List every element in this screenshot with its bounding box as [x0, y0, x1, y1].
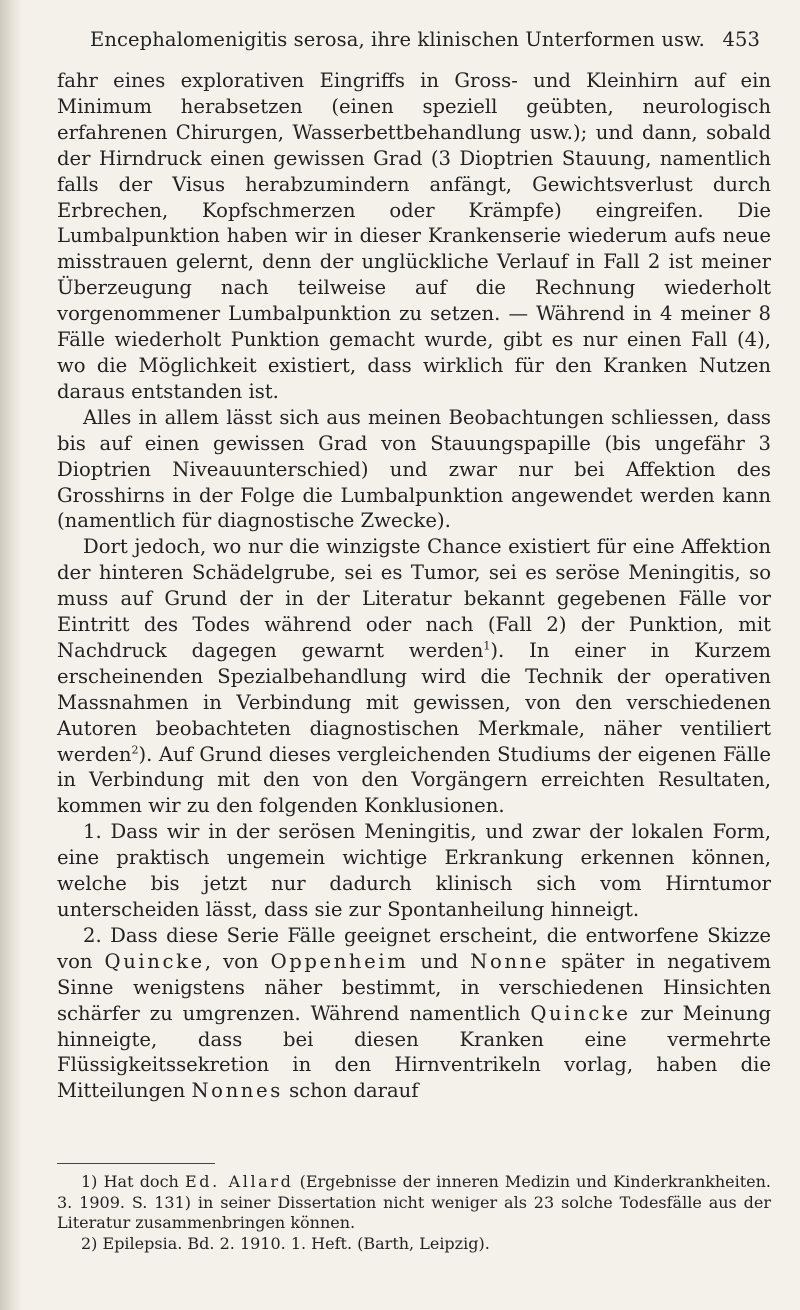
author-name-nonne: Nonne [470, 949, 550, 973]
page-gutter-shadow [0, 0, 22, 1310]
footnote-1-author: Ed. Allard [185, 1172, 294, 1191]
page-number: 453 [722, 27, 760, 51]
main-text [57, 68, 771, 1104]
paragraph-3-part-b: ). In einer in Kurzem erscheinenden Spezialbehandlung wird die Technik der operativen Massnahmen in Verbindung mit gewissen, von den verschiedenen Autoren beobachteten diagnostischen Merkmale, näher ventiliert werden [57, 638, 771, 766]
footnote-1-part-a: 1) Hat doch [81, 1172, 186, 1191]
footnote-divider [57, 1163, 215, 1164]
conclusion-2-part-c: und [408, 949, 471, 973]
conclusion-1: 1. Dass wir in der serösen Meningitis, und zwar der lokalen Form, eine praktisch ungemein wichtige Erkrankung erkennen können, welche bis jetzt nur dadurch klinisch sich vom Hirntumor unterscheiden lässt, dass sie zur Spontanheilung hinneigt. [57, 820, 771, 921]
author-name-quincke-2: Quincke [530, 1001, 631, 1025]
paragraph-2: Alles in allem lässt sich aus meinen Beobachtungen schliessen, dass bis auf einen gewissen Grad von Stauungspapille (bis ungefähr 3 Dioptrien Niveauunterschied) und zwar nur bei Affektion des Grosshirns in der Folge die Lumbalpunktion angewendet werden kann (namentlich für diagnostische Zwecke). [57, 405, 771, 533]
author-name-oppenheim: Oppenheim [270, 949, 409, 973]
conclusion-2-part-f: schon darauf [282, 1079, 419, 1103]
author-name-nonnes: Nonnes [191, 1079, 283, 1103]
footnote-ref-2[interactable]: 2 [131, 743, 139, 757]
footnote-ref-1[interactable]: 1 [483, 639, 491, 653]
paragraph-1: fahr eines explorativen Eingriffs in Gross- und Kleinhirn auf ein Minimum herabsetzen (einen speziell geübten, neurologisch erfahrenen Chirurgen, Wasserbettbehandlung usw.); und dann, sobald der Hirndruck einen gewissen Grad (3 Dioptrien Stauung, namentlich falls der Visus herabzumindern anfängt, Gewichtsverlust durch Erbrechen, Kopfschmerzen oder Krämpfe) eingreifen. Die Lumbalpunktion haben wir in dieser Krankenserie wiederum aufs neue misstrauen gelernt, denn der unglückliche Verlauf in Fall 2 ist meiner Überzeugung nach teilweise auf die Rechnung wiederholt vorgenommener Lumbalpunktion zu setzen. — Während in 4 meiner 8 Fälle wiederholt Punktion gemacht wurde, gibt es nur einen Fall (4), wo die Möglichkeit existiert, dass wirklich für den Kranken Nutzen daraus entstanden ist. [57, 69, 771, 403]
running-header [90, 22, 760, 56]
running-title: Encephalomenigitis serosa, ihre klinischen Unterformen usw. [90, 27, 705, 51]
conclusion-2 [57, 923, 771, 1104]
footnote-2: 2) Epilepsia. Bd. 2. 1910. 1. Heft. (Barth, Leipzig). [81, 1233, 490, 1253]
footnotes [57, 1172, 771, 1254]
paragraph-3-part-a: Dort jedoch, wo nur die winzigste Chance existiert für eine Affektion der hinteren Schädelgrube, sei es Tumor, sei es seröse Meningitis, so muss auf Grund der in der Literatur bekannt gegebenen Fälle vor Eintritt des Todes während oder nach (Fall 2) der Punktion, mit Nachdruck dagegen gewarnt werden [57, 535, 771, 662]
conclusion-2-part-e: zur Meinung hinneigte, dass bei diesen Kranken eine vermehrte Flüssigkeitssekretion in den Hirnventrikeln vorlag, haben die Mitteilungen [57, 1001, 771, 1103]
footnote-1-part-b: (Ergebnisse der inneren Medizin und Kinderkrankheiten. 3. 1909. S. 131) in seiner Dissertation nicht weniger als 23 solche Todesfälle aus der Literatur zusammenbringen können. [57, 1172, 771, 1232]
conclusion-2-part-b: , von [204, 949, 271, 973]
paragraph-3-part-c: ). Auf Grund dieses vergleichenden Studiums der eigenen Fälle in Verbindung mit den von den Vorgängern erreichten Resultaten, kommen wir zu den folgenden Konklusionen. [57, 742, 771, 818]
conclusion-2-part-a: 2. Dass diese Serie Fälle geeignet erscheint, die entworfene Skizze von [57, 923, 771, 973]
paragraph-3 [57, 534, 771, 819]
conclusion-2-part-d: später in negativem Sinne wenigstens näher bestimmt, in verschiedenen Hinsichten schärfer zu umgrenzen. Während namentlich [57, 949, 771, 1025]
author-name-quincke: Quincke [104, 949, 205, 973]
footnote-1 [57, 1172, 771, 1234]
